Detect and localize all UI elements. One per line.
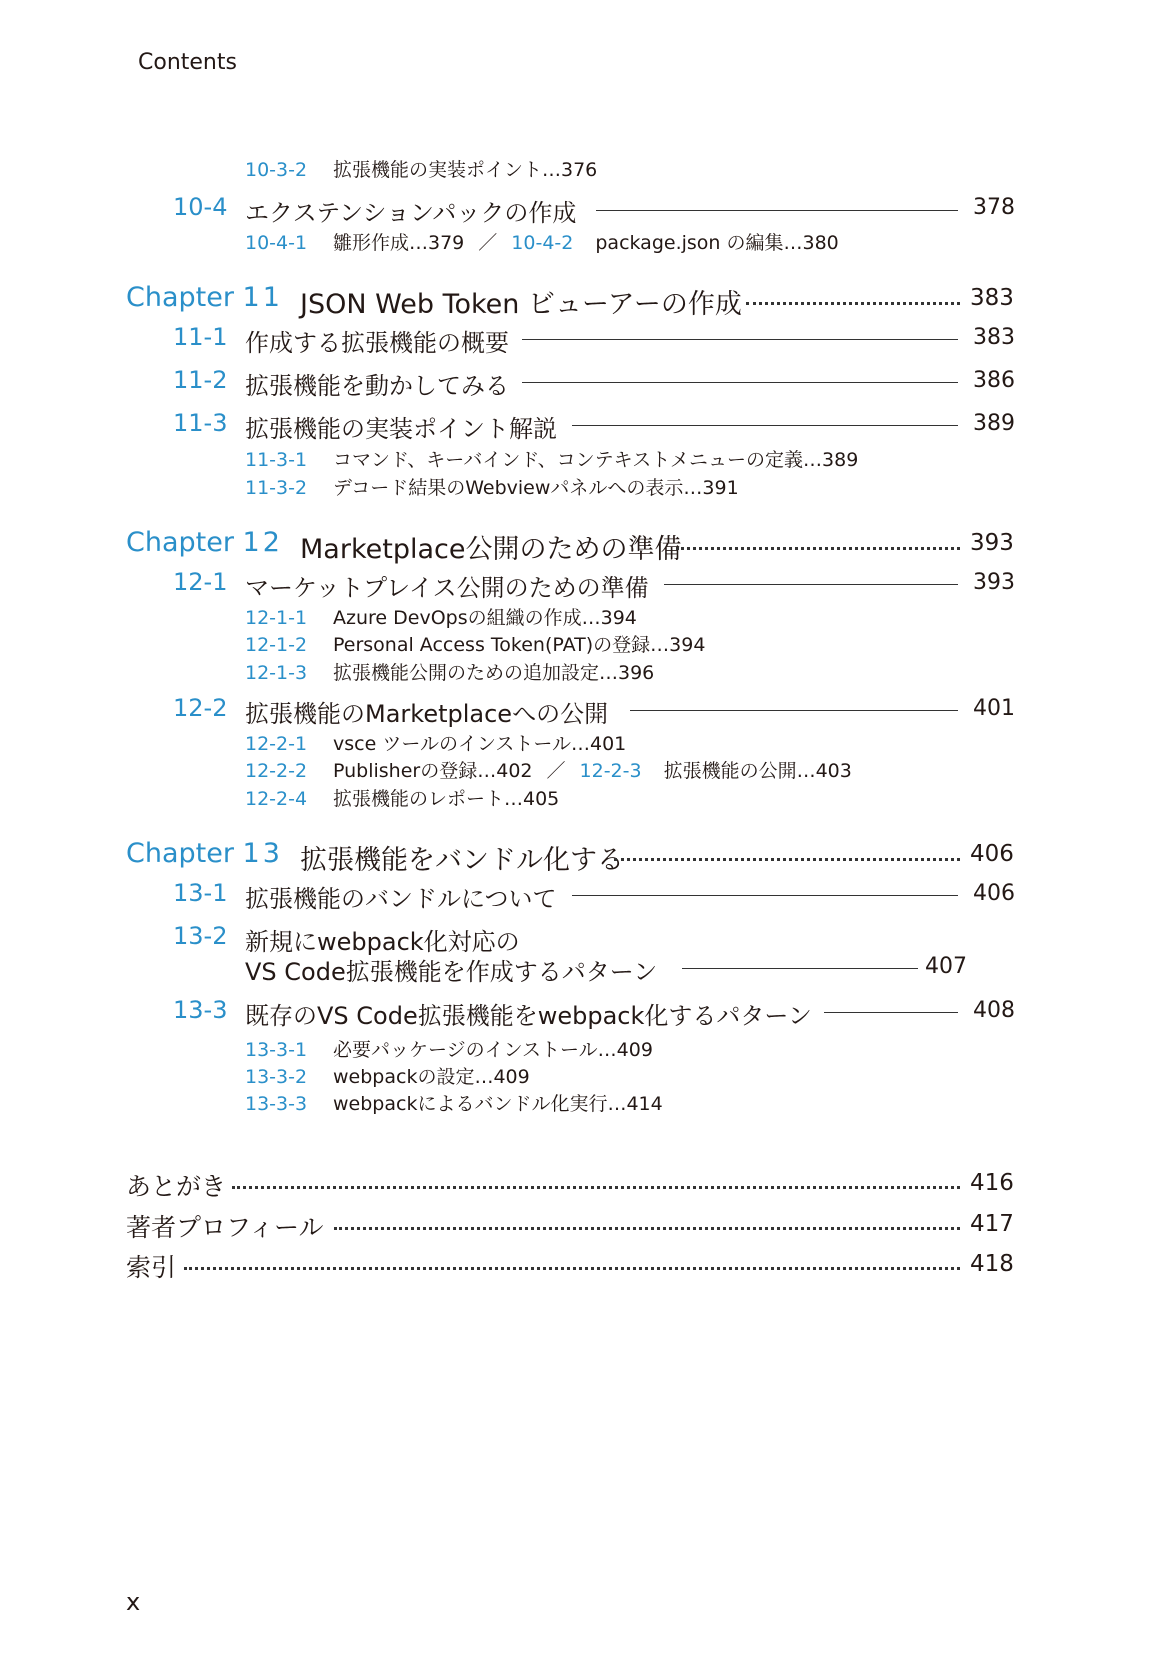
sub-title: Azure DevOpsの組織の作成…394 bbox=[333, 607, 637, 629]
section-title: 拡張機能のMarketplaceへの公開 bbox=[245, 700, 609, 728]
leader-rule bbox=[522, 382, 958, 383]
sub-title: 雛形作成…379 bbox=[333, 232, 465, 254]
sub-title: vsce ツールのインストール…401 bbox=[333, 733, 627, 755]
running-header: Contents bbox=[138, 50, 237, 75]
chapter-title: 拡張機能をバンドル化する bbox=[300, 845, 624, 876]
section-title: 拡張機能を動かしてみる bbox=[245, 372, 509, 400]
leader-rule bbox=[596, 210, 958, 211]
section-title: 拡張機能の実装ポイント解説 bbox=[245, 415, 557, 443]
page-number: 406 bbox=[973, 881, 1015, 906]
chapter-label bbox=[126, 527, 283, 558]
sub-title: 拡張機能のレポート…405 bbox=[333, 788, 560, 810]
page-number: 417 bbox=[970, 1211, 1014, 1237]
sub-number: 11-3-2 bbox=[245, 477, 308, 499]
toc-sub-entry bbox=[245, 658, 654, 685]
leader-rule bbox=[572, 895, 958, 896]
sub-number: 12-1-2 bbox=[245, 634, 308, 656]
section-title-line1: 新規にwebpack化対応の bbox=[245, 928, 520, 956]
toc-sub-entry bbox=[245, 473, 739, 500]
toc-sub-entry bbox=[245, 1089, 663, 1116]
section-number: 12-1 bbox=[173, 568, 228, 596]
leader-dots bbox=[614, 858, 960, 861]
toc-sub-entry bbox=[245, 630, 705, 657]
leader-rule bbox=[522, 339, 958, 340]
leader-dots bbox=[746, 302, 960, 305]
page-number: 393 bbox=[973, 570, 1015, 595]
toc-sub-entry bbox=[245, 155, 597, 182]
section-title: マーケットプレイス公開のための準備 bbox=[245, 574, 649, 602]
page-number: 406 bbox=[970, 841, 1014, 867]
sub-title: 拡張機能の実装ポイント…376 bbox=[333, 159, 598, 181]
section-number: 11-3 bbox=[173, 409, 228, 437]
sub-title: デコード結果のWebviewパネルへの表示…391 bbox=[333, 477, 739, 499]
section-number: 13-2 bbox=[173, 922, 228, 950]
toc-sub-entry bbox=[245, 228, 839, 255]
section-title: 作成する拡張機能の概要 bbox=[245, 329, 509, 357]
sub-title: webpackによるバンドル化実行…414 bbox=[333, 1093, 663, 1115]
sub-number: 10-3-2 bbox=[245, 159, 308, 181]
sub-number: 13-3-2 bbox=[245, 1066, 308, 1088]
section-title: 拡張機能のバンドルについて bbox=[245, 885, 557, 913]
chapter-word: Chapter bbox=[126, 527, 234, 558]
leader-rule bbox=[664, 584, 958, 585]
separator: ／ bbox=[478, 232, 498, 254]
page-number: 408 bbox=[973, 998, 1015, 1023]
section-title: エクステンションパックの作成 bbox=[245, 199, 577, 227]
sub-number: 11-3-1 bbox=[245, 449, 308, 471]
sub-title: package.json の編集…380 bbox=[595, 232, 839, 254]
chapter-number: 13 bbox=[242, 838, 283, 869]
page-number: 401 bbox=[973, 696, 1015, 721]
sub-number: 10-4-2 bbox=[511, 232, 574, 254]
page-number: 393 bbox=[970, 530, 1014, 556]
sub-title: 拡張機能公開のための追加設定…396 bbox=[333, 662, 655, 684]
backmatter-title: 著者プロフィール bbox=[126, 1213, 324, 1242]
sub-number: 12-2-2 bbox=[245, 760, 308, 782]
leader-rule bbox=[630, 710, 958, 711]
sub-number: 12-1-3 bbox=[245, 662, 308, 684]
sub-number: 12-1-1 bbox=[245, 607, 308, 629]
section-title-line2: VS Code拡張機能を作成するパターン bbox=[245, 958, 658, 986]
page-number: 418 bbox=[970, 1251, 1014, 1277]
separator: ／ bbox=[546, 760, 566, 782]
backmatter-title: 索引 bbox=[126, 1253, 177, 1282]
chapter-label bbox=[126, 838, 283, 869]
leader-rule bbox=[824, 1012, 958, 1013]
leader-dots bbox=[184, 1267, 960, 1270]
chapter-number: 12 bbox=[242, 527, 283, 558]
sub-number: 12-2-4 bbox=[245, 788, 308, 810]
chapter-title: Marketplace公開のための準備 bbox=[300, 534, 682, 565]
section-title: 既存のVS Code拡張機能をwebpack化するパターン bbox=[245, 1002, 812, 1030]
page-number: 378 bbox=[973, 195, 1015, 220]
page-folio: x bbox=[126, 1588, 141, 1616]
toc-sub-entry bbox=[245, 729, 626, 756]
toc-sub-entry bbox=[245, 603, 637, 630]
page-number: 383 bbox=[973, 325, 1015, 350]
sub-title: 必要パッケージのインストール…409 bbox=[333, 1039, 653, 1061]
leader-dots bbox=[232, 1186, 960, 1189]
page-number: 416 bbox=[970, 1170, 1014, 1196]
chapter-number: 11 bbox=[242, 282, 283, 313]
chapter-title: JSON Web Token ビューアーの作成 bbox=[300, 289, 742, 320]
chapter-label bbox=[126, 282, 283, 313]
sub-number: 10-4-1 bbox=[245, 232, 308, 254]
page-number: 389 bbox=[973, 411, 1015, 436]
section-number: 11-1 bbox=[173, 323, 228, 351]
leader-dots bbox=[676, 547, 960, 550]
sub-title: コマンド、キーバインド、コンテキストメニューの定義…389 bbox=[333, 449, 859, 471]
leader-rule bbox=[682, 968, 918, 969]
toc-sub-entry bbox=[245, 1062, 530, 1089]
section-number: 13-1 bbox=[173, 879, 228, 907]
chapter-word: Chapter bbox=[126, 282, 234, 313]
page-number: 383 bbox=[970, 285, 1014, 311]
section-number: 10-4 bbox=[173, 193, 228, 221]
toc-sub-entry bbox=[245, 1035, 653, 1062]
toc-sub-entry bbox=[245, 756, 852, 783]
sub-number: 13-3-3 bbox=[245, 1093, 308, 1115]
chapter-word: Chapter bbox=[126, 838, 234, 869]
toc-sub-entry bbox=[245, 784, 559, 811]
sub-title: 拡張機能の公開…403 bbox=[663, 760, 852, 782]
leader-rule bbox=[572, 425, 958, 426]
toc-sub-entry bbox=[245, 445, 858, 472]
sub-number: 13-3-1 bbox=[245, 1039, 308, 1061]
section-number: 11-2 bbox=[173, 366, 228, 394]
section-number: 13-3 bbox=[173, 996, 228, 1024]
backmatter-title: あとがき bbox=[126, 1172, 227, 1201]
sub-number: 12-2-3 bbox=[579, 760, 642, 782]
sub-number: 12-2-1 bbox=[245, 733, 308, 755]
section-number: 12-2 bbox=[173, 694, 228, 722]
sub-title: webpackの設定…409 bbox=[333, 1066, 530, 1088]
page-number: 386 bbox=[973, 368, 1015, 393]
leader-dots bbox=[334, 1227, 960, 1230]
sub-title: Personal Access Token(PAT)の登録…394 bbox=[333, 634, 706, 656]
sub-title: Publisherの登録…402 bbox=[333, 760, 533, 782]
page-number: 407 bbox=[925, 954, 967, 979]
